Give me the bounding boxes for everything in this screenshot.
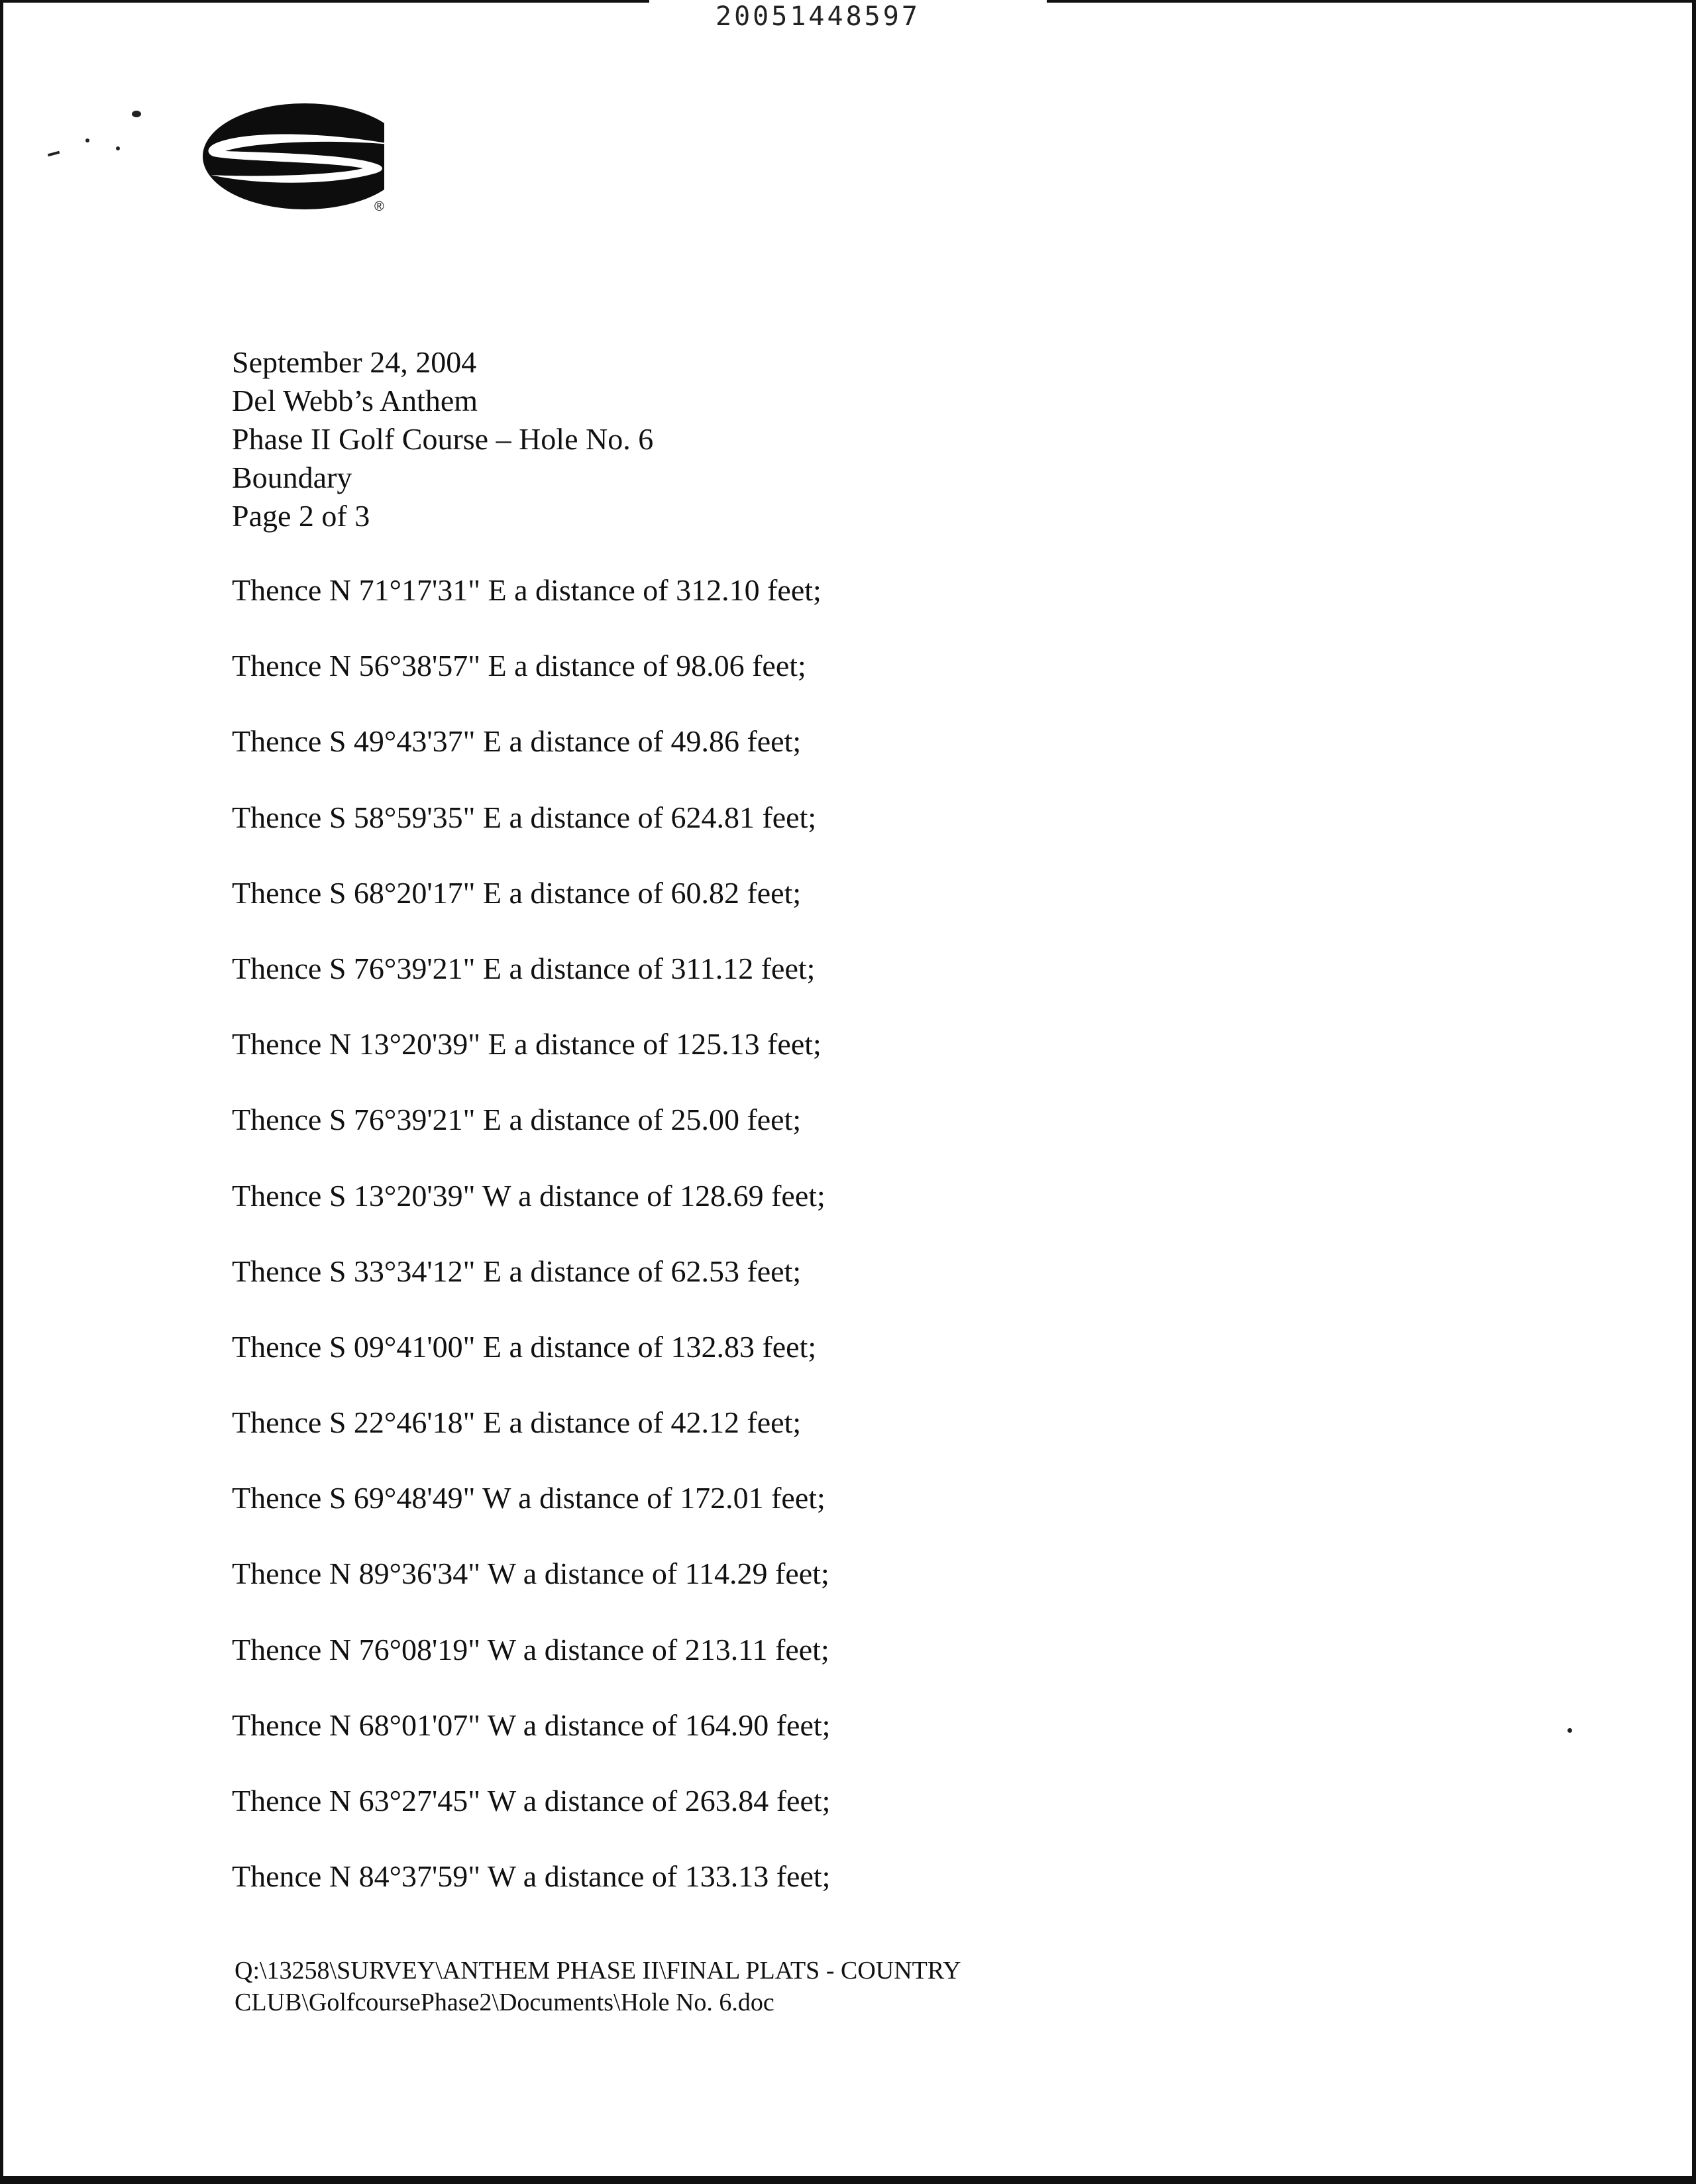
scan-speck	[1567, 1728, 1572, 1733]
course-line: Thence S 13°20'39" W a distance of 128.69 feet;	[232, 1178, 825, 1213]
boundary-courses-list	[232, 571, 830, 1933]
course-line: Thence N 71°17'31" E a distance of 312.10 feet;	[232, 573, 822, 607]
date: September 24, 2004	[232, 345, 477, 379]
document-id: 20051448597	[716, 1, 920, 32]
page-border-bottom	[0, 2176, 1696, 2184]
page-border-left	[0, 0, 3, 2184]
file-path-line: CLUB\GolfcoursePhase2\Documents\Hole No. 6.doc	[235, 1989, 774, 2016]
page-border-top	[1047, 0, 1696, 3]
course-line: Thence S 69°48'49" W a distance of 172.01 feet;	[232, 1481, 825, 1515]
course-line: Thence N 13°20'39" E a distance of 125.13 feet;	[232, 1027, 822, 1062]
course-line: Thence S 58°59'35" E a distance of 624.81 feet;	[232, 800, 817, 834]
page-border-right	[1692, 0, 1696, 2184]
course-line: Thence S 09°41'00" E a distance of 132.83 feet;	[232, 1329, 817, 1364]
registered-mark: ®	[374, 199, 384, 214]
project-name: Del Webb’s Anthem	[232, 384, 478, 417]
section-title: Boundary	[232, 461, 352, 494]
page-border-top	[0, 0, 649, 3]
course-line: Thence N 68°01'07" W a distance of 164.90 feet;	[232, 1708, 831, 1742]
letter-header	[232, 343, 653, 535]
course-line: Thence N 63°27'45" W a distance of 263.84 feet;	[232, 1784, 831, 1818]
course-line: Thence S 76°39'21" E a distance of 25.00 feet;	[232, 1103, 802, 1137]
page-number: Page 2 of 3	[232, 499, 370, 533]
course-line: Thence S 22°46'18" E a distance of 42.12 feet;	[232, 1405, 802, 1440]
course-line: Thence N 56°38'57" E a distance of 98.06 feet;	[232, 649, 806, 683]
course-line: Thence S 33°34'12" E a distance of 62.53 feet;	[232, 1254, 802, 1288]
course-line: Thence S 49°43'37" E a distance of 49.86 feet;	[232, 724, 802, 759]
course-line: Thence S 68°20'17" E a distance of 60.82 feet;	[232, 875, 802, 910]
course-line: Thence S 76°39'21" E a distance of 311.12 feet;	[232, 951, 816, 985]
s-swoosh-logo-icon	[40, 93, 384, 225]
subject: Phase II Golf Course – Hole No. 6	[232, 422, 654, 456]
file-path-line: Q:\13258\SURVEY\ANTHEM PHASE II\FINAL PLATS - COUNTRY	[235, 1957, 961, 1985]
file-path-footer	[235, 1955, 961, 2018]
course-line: Thence N 84°37'59" W a distance of 133.13 feet;	[232, 1859, 831, 1894]
course-line: Thence N 76°08'19" W a distance of 213.11 feet;	[232, 1632, 829, 1666]
course-line: Thence N 89°36'34" W a distance of 114.29 feet;	[232, 1556, 829, 1591]
